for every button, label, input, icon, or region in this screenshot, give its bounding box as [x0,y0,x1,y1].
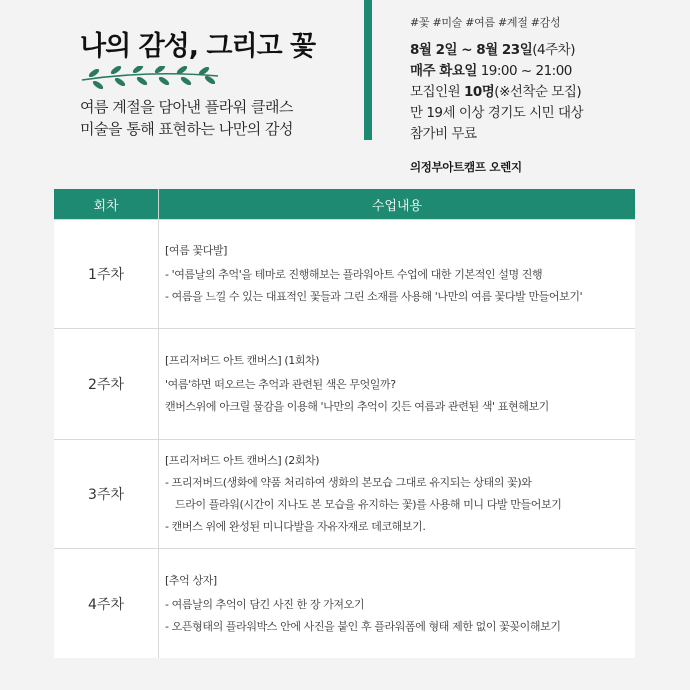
schedule-time [410,61,680,82]
header-week: 회차 [54,189,159,220]
period-weeks: (4주차) [532,42,575,58]
table-row [54,329,635,440]
class-content [159,440,636,549]
header [0,0,690,180]
hashtags: #꽃 #미술 #여름 #계절 #감성 [410,16,561,29]
class-content [159,220,636,329]
week-label: 1주차 [54,220,159,329]
accent-divider [364,0,372,140]
organizer: 의정부아트캠프 오렌지 [410,160,522,174]
period-dates: 8월 2일 ~ 8월 23일 [410,42,533,58]
capacity-note: (※선착순 모집) [494,84,582,100]
capacity [410,82,680,103]
period [410,40,680,61]
vine-leaf-icon [80,66,220,90]
content-line: - 프리저버드(생화에 약품 처리하여 생화의 본모습 그대로 유지되는 상태의 꽃)와 [165,476,532,489]
content-line: [여름 꽃다발] [165,244,228,257]
table-header-row [54,189,635,220]
info-panel [410,14,680,175]
eligibility: 만 19세 이상 경기도 시민 대상 [410,105,584,121]
header-content: 수업내용 [159,189,636,220]
content-line: - 오픈형태의 플라워박스 안에 사진을 붙인 후 플라워폼에 형태 제한 없이 꽃꽂이해보기 [165,619,561,633]
content-line: - 여름을 느낄 수 있는 대표적인 꽃들과 그린 소재를 사용해 '나만의 여름 꽃다발 만들어보기' [165,290,583,303]
table-row [54,440,635,549]
content-line: - '여름날의 추억'을 테마로 진행해보는 플라워아트 수업에 대한 기본적인 설명 진행 [165,268,543,281]
subtitle-line: 미술을 통해 표현하는 나만의 감성 [80,120,293,138]
content-line: [프리저버드 아트 캔버스] (2회차) [165,454,320,467]
class-content [159,329,636,440]
capacity-count: 10명 [463,84,495,100]
schedule-hours: 19:00 ~ 21:00 [476,63,572,79]
content-line: 드라이 플라워(시간이 지나도 본 모습을 유지하는 꽃)를 사용해 미니 다발 만들어보기 [175,498,562,511]
content-line: '여름'하면 떠오르는 추억과 관련된 색은 무엇일까? [165,378,396,391]
subtitle-line: 여름 계절을 담아낸 플라워 클래스 [80,98,293,116]
page-title: 나의 감성, 그리고 꽃 [80,31,316,62]
table-row [54,220,635,329]
content-line: [프리저버드 아트 캔버스] (1회차) [165,354,320,367]
content-line: - 여름날의 추억이 담긴 사진 한 장 가져오기 [165,597,365,611]
content-line: [추억 상자] [165,573,217,587]
subtitle [80,96,293,140]
week-label: 2주차 [54,329,159,440]
content-line: 캔버스위에 아크릴 물감을 이용해 '나만의 추억이 깃든 여름과 관련된 색' 표현해보기 [165,400,549,413]
schedule-table [54,189,635,658]
capacity-label: 모집인원 [410,84,464,100]
week-label: 4주차 [54,549,159,659]
week-label: 3주차 [54,440,159,549]
class-content [159,549,636,659]
table-row [54,549,635,659]
schedule-day: 매주 화요일 [410,63,477,79]
fee: 참가비 무료 [410,126,477,142]
content-line: - 캔버스 위에 완성된 미니다발을 자유자재로 데코해보기. [165,520,426,533]
